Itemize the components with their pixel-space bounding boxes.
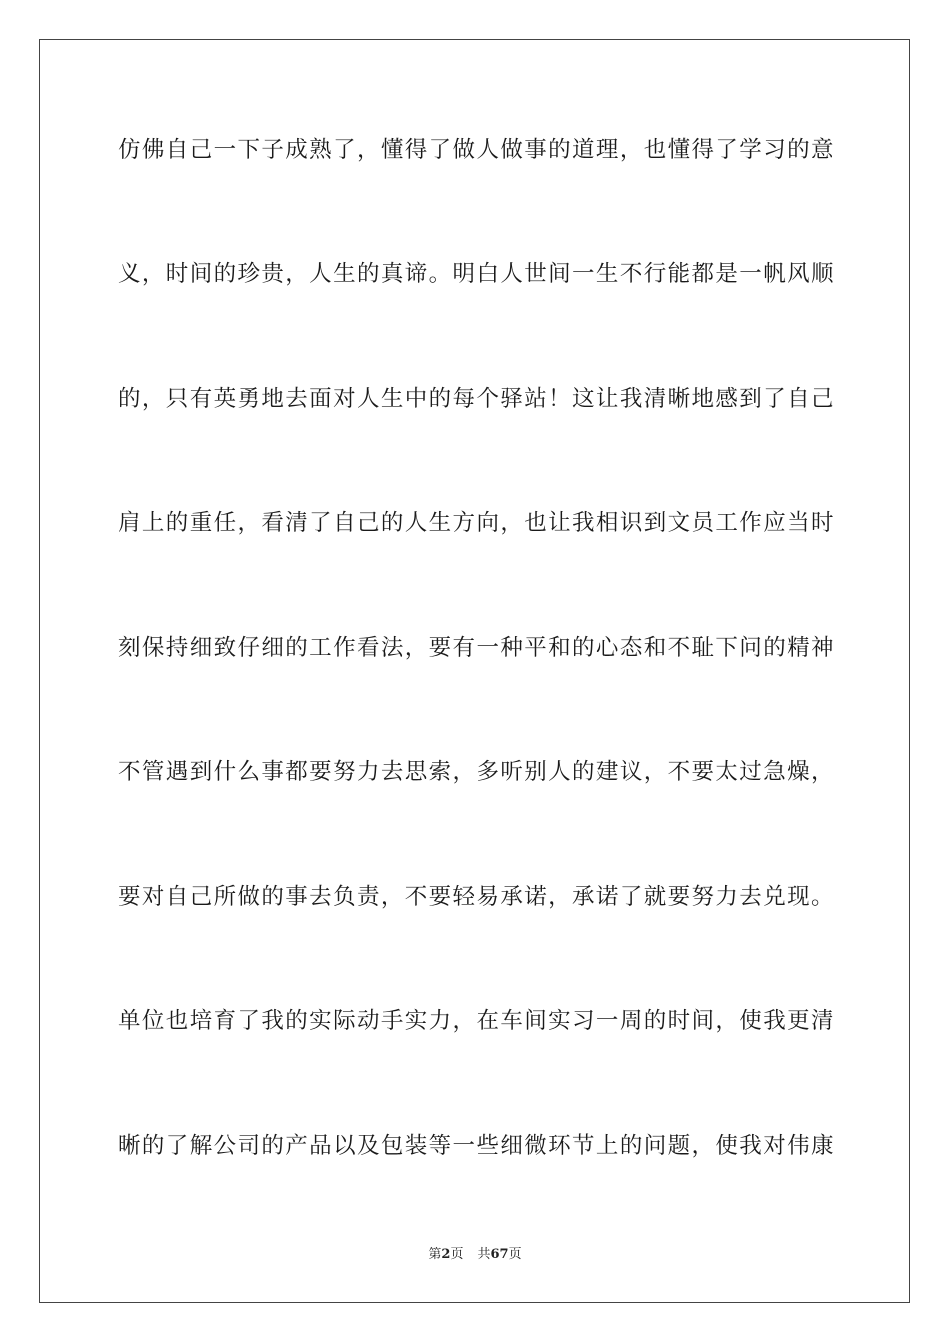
body-text-line-4: 肩上的重任，看清了自己的人生方向，也让我相识到文员工作应当时 [118, 510, 834, 536]
total-prefix: 共 [477, 1247, 491, 1262]
body-text-line-8: 单位也培育了我的实际动手实力，在车间实习一周的时间，使我更清 [118, 1008, 834, 1034]
page-suffix: 页 [450, 1247, 464, 1262]
page-footer [0, 1246, 950, 1264]
body-text-line-1: 仿佛自己一下子成熟了，懂得了做人做事的道理，也懂得了学习的意 [118, 137, 834, 163]
total-suffix: 页 [508, 1247, 522, 1262]
page-prefix: 第 [428, 1247, 442, 1262]
body-text-line-7: 要对自己所做的事去负责，不要轻易承诺，承诺了就要努力去兑现。 [118, 884, 834, 910]
body-text-line-3: 的，只有英勇地去面对人生中的每个驿站！这让我清晰地感到了自己 [118, 386, 834, 412]
page-number: 2 [441, 1247, 451, 1262]
body-text-line-6: 不管遇到什么事都要努力去思索，多听别人的建议，不要太过急燥， [118, 759, 834, 785]
body-text-line-9: 晰的了解公司的产品以及包装等一些细微环节上的问题，使我对伟康 [118, 1133, 834, 1159]
body-text-line-5: 刻保持细致仔细的工作看法，要有一种平和的心态和不耻下问的精神 [118, 635, 834, 661]
page-border [39, 39, 910, 1303]
total-pages: 67 [490, 1247, 509, 1262]
body-text-line-2: 义，时间的珍贵，人生的真谛。明白人世间一生不行能都是一帆风顺 [118, 261, 834, 287]
